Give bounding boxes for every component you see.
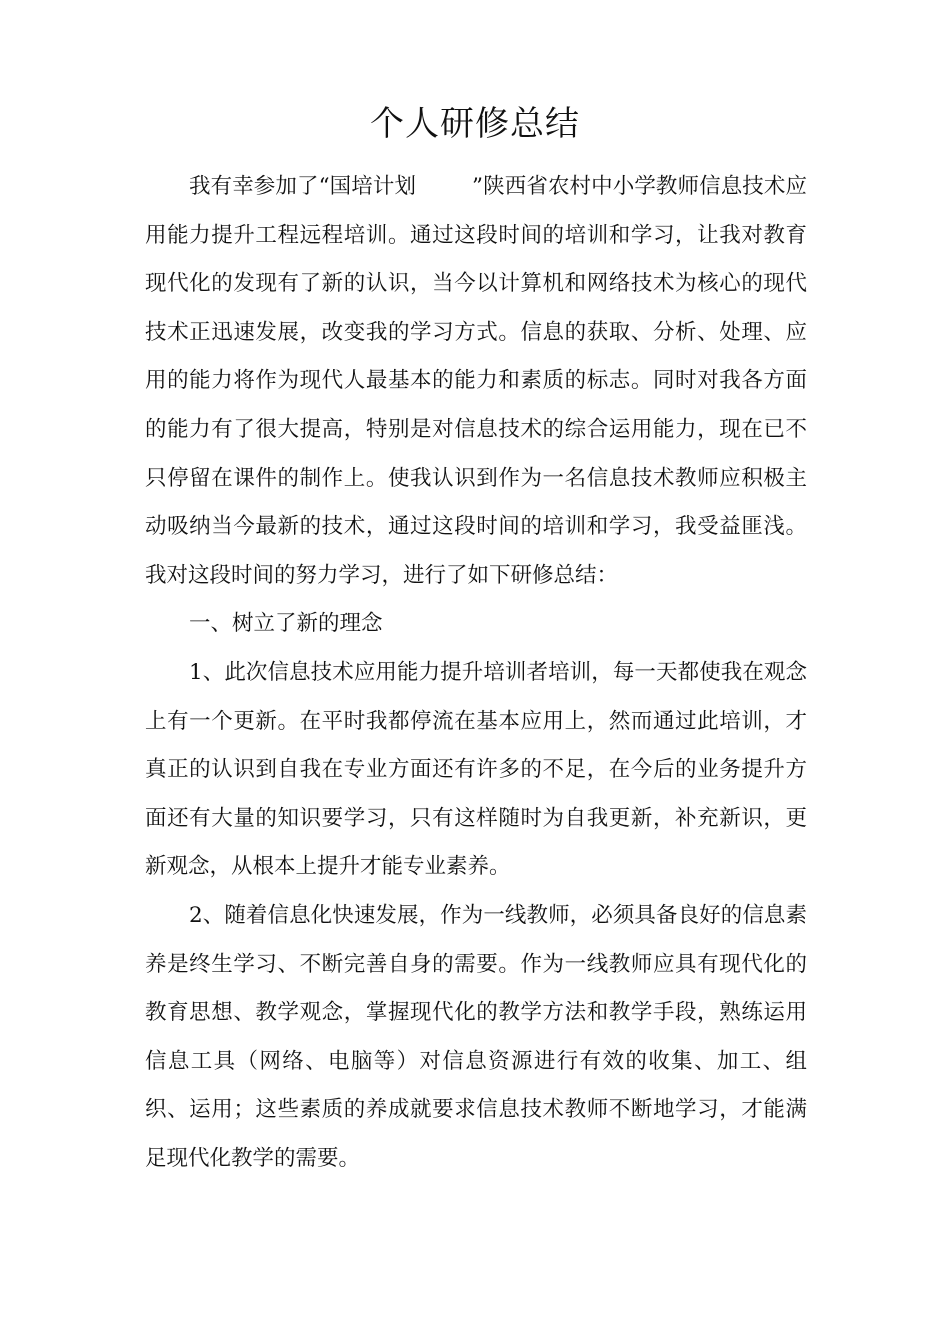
intro-text-body: 。通过这段时间的培训和学习，让我对教育现代化的发现有了新的认识，当今以计算机和网络技术为核心的现代技术正迅速发展，改变我的学习方式。信息的获取、分析、处理、应用的能力将作为现代人最基本的能力和素质的标志。同时对我各方面的能力有了很大提高，特别是对信息技术的综合运用能力，现在已不只停留在课件的制作上。使我认识到作为一名信息技术教师应积极主动吸纳当今最新的技术，通过这段时间的培训和学习，我受益匪浅。我对这段时间的努力学习，进行了如下研修总结：	[145, 222, 807, 588]
document-body	[145, 163, 807, 1183]
intro-text-start: 我有幸参加了“国培计划	[189, 174, 417, 199]
intro-program-name: 农村中小学教师信息技术应用能力提升工程远程培训	[145, 174, 807, 248]
section-heading-1: 一、树立了新的理念	[189, 611, 383, 637]
point-paragraph-1: 1、此次信息技术应用能力提升培训者培训，每一天都使我在观念上有一个更新。在平时我都停流在基本应用上，然而通过此培训，才真正的认识到自我在专业方面还有许多的不足，在今后的业务提升方面还有大量的知识要学习，只有这样随时为自我更新，补充新识，更新观念，从根本上提升才能专业素养。	[145, 659, 807, 880]
document-title: 个人研修总结	[370, 104, 580, 144]
intro-province: 陕西省	[483, 174, 548, 199]
intro-quote-close: ”	[472, 174, 484, 199]
intro-paragraph	[145, 163, 807, 600]
point-paragraph-2: 2、随着信息化快速发展，作为一线教师，必须具备良好的信息素养是终生学习、不断完善自身的需要。作为一线教师应具有现代化的教育思想、教学观念，掌握现代化的教学方法和教学手段，熟练运用信息工具（网络、电脑等）对信息资源进行有效的收集、加工、组织、运用；这些素质的养成就要求信息技术教师不断地学习，才能满足现代化教学的需要。	[145, 902, 807, 1171]
